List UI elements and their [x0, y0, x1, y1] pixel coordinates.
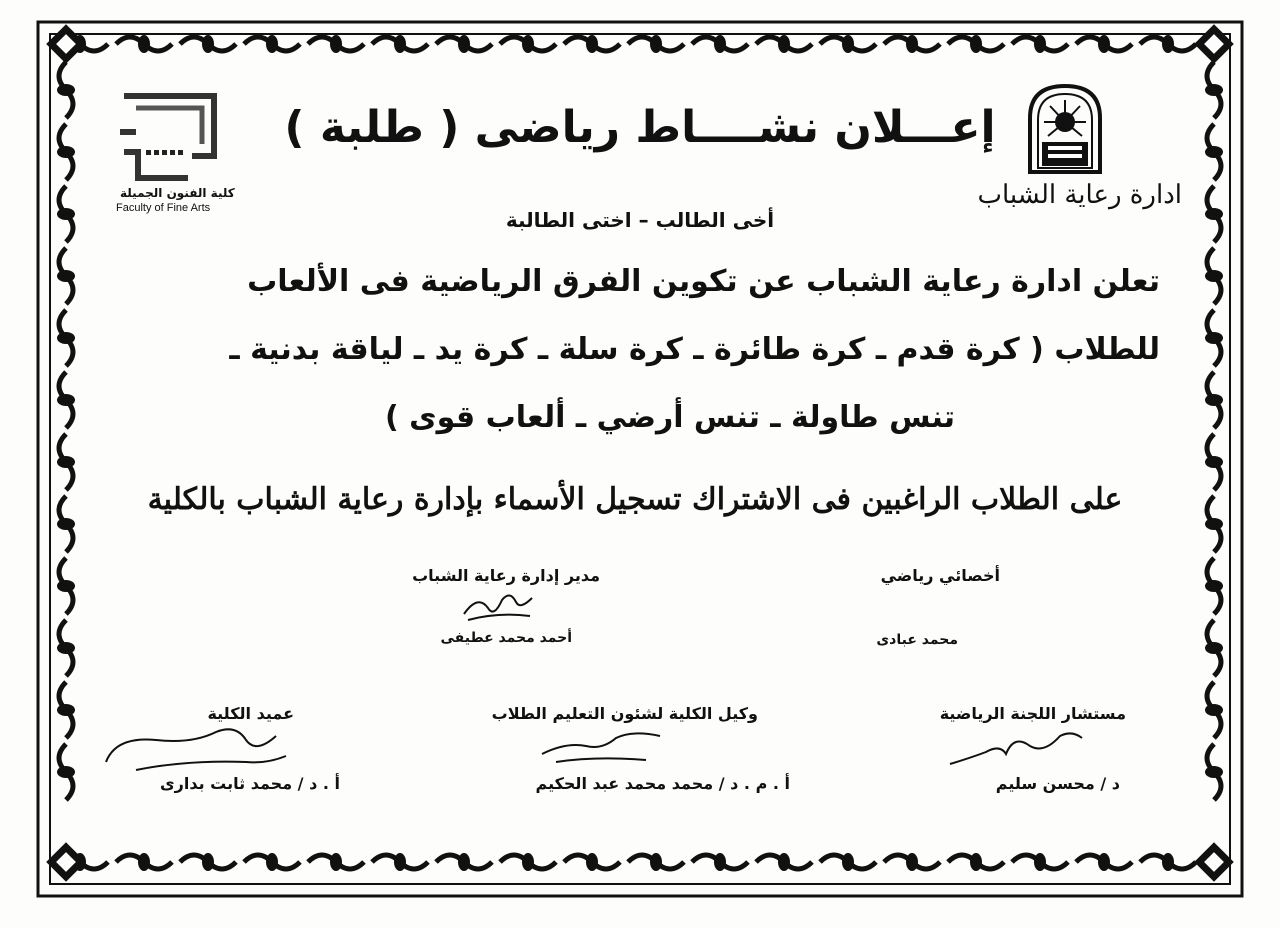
dean-signature	[96, 716, 296, 776]
sports-committee-advisor-name: د / محسن سليم	[995, 774, 1120, 793]
announcement-line-3: تنس طاولة ـ تنس أرضي ـ ألعاب قوى )	[385, 400, 955, 435]
director-signature	[458, 584, 538, 624]
youth-care-office-name: ادارة رعاية الشباب	[977, 180, 1182, 210]
dean-name: أ . د / محمد ثابت بدارى	[159, 774, 340, 793]
registration-instruction: على الطلاب الراغبين فى الاشتراك تسجيل الأسماء بإدارة رعاية الشباب بالكلية	[147, 482, 1123, 517]
sports-specialist-name: محمد عبادى	[876, 632, 958, 648]
advisor-signature	[940, 724, 1090, 774]
announcement-line-2: للطلاب ( كرة قدم ـ كرة طائرة ـ كرة سلة ـ كرة يد ـ لياقة بدنية ـ	[229, 332, 1160, 367]
faculty-name-arabic: كلية الفنون الجميلة	[120, 186, 235, 200]
greeting-line: أخى الطالب – اختى الطالبة	[505, 208, 775, 232]
faculty-name-english: Faculty of Fine Arts	[116, 202, 211, 214]
youth-care-director-role: مدير إدارة رعاية الشباب	[412, 566, 600, 585]
sports-specialist-role: أخصائي رياضي	[880, 566, 1000, 585]
vice-dean-role: وكيل الكلية لشئون التعليم الطلاب	[491, 704, 758, 723]
announcement-line-1: تعلن ادارة رعاية الشباب عن تكوين الفرق الرياضية فى الألعاب	[247, 264, 1160, 299]
vice-dean-signature	[536, 726, 666, 766]
announcement-title: إعـــلان نشــــاط رياضى ( طلبة )	[284, 102, 996, 153]
sports-committee-advisor-role: مستشار اللجنة الرياضية	[939, 704, 1126, 723]
dean-role: عميد الكلية	[207, 704, 294, 723]
vice-dean-name: أ . م . د / محمد محمد عبد الحكيم	[535, 774, 790, 793]
youth-care-director-name: أحمد محمد عطيفى	[440, 630, 572, 646]
